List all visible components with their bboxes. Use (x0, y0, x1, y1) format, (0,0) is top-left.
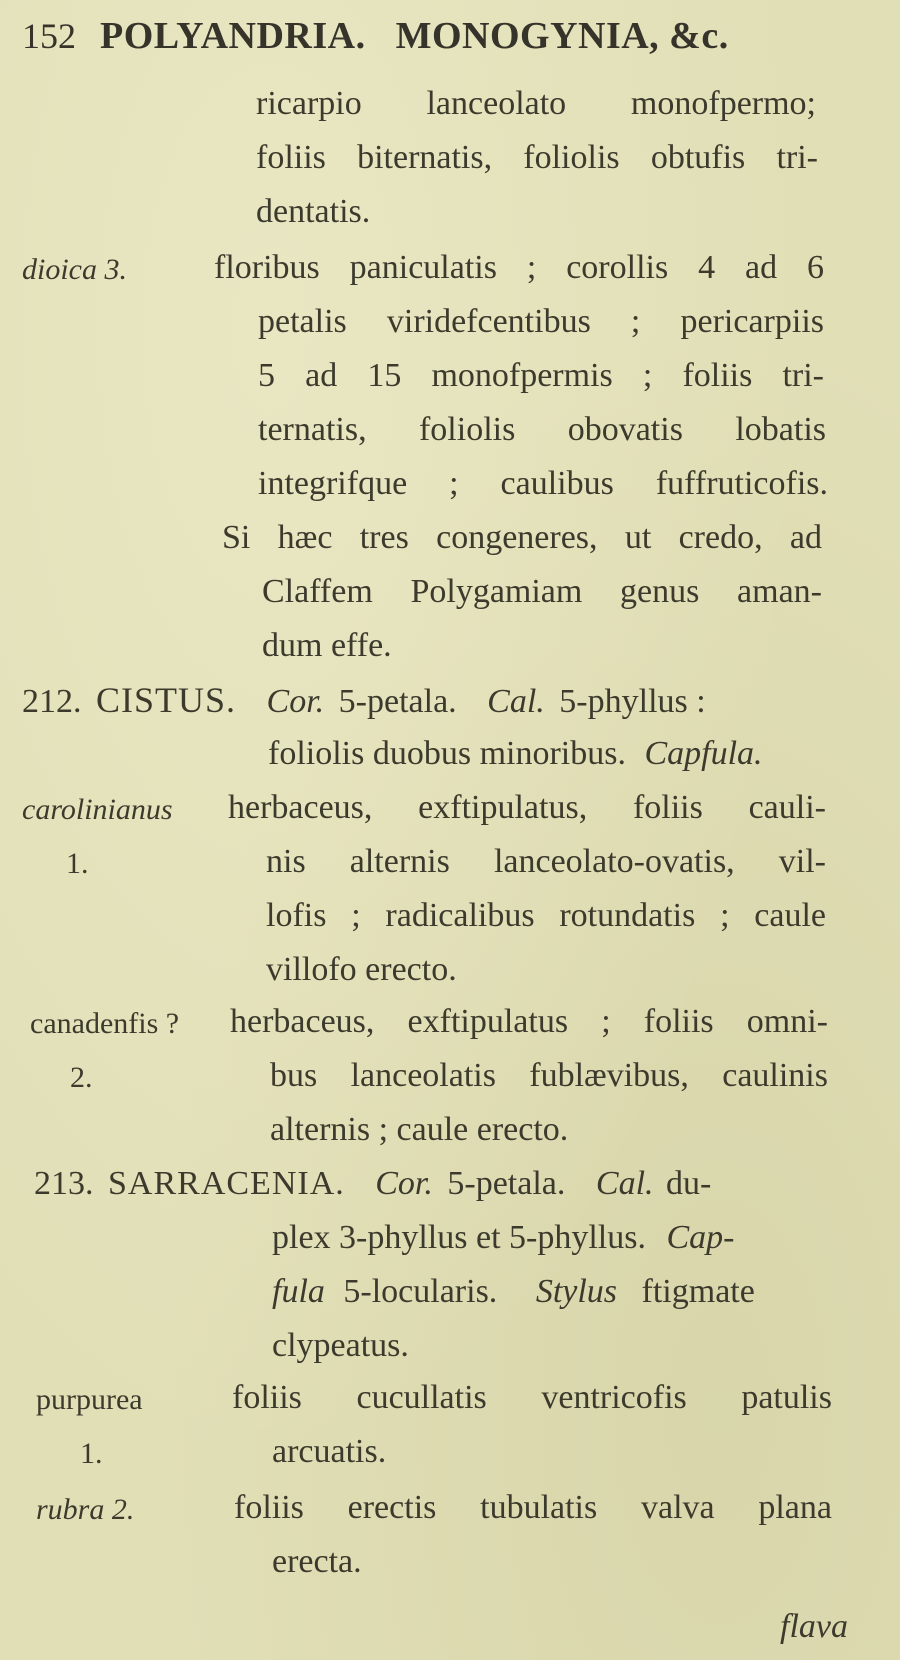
species-line: erecta. (272, 1543, 362, 1580)
species-line: petalis viridefcentibus ; pericarpiis (258, 303, 824, 340)
capsula-label: Capfula. (644, 735, 763, 772)
species-line: integrifque ; caulibus fuffruticofis. (258, 465, 828, 502)
cal-label: Cal. (595, 1165, 654, 1202)
species-label-purpurea: purpurea (36, 1383, 143, 1416)
page-number: 152 (22, 16, 76, 56)
genus-desc-line (272, 1218, 734, 1258)
continuation-line: ricarpio lanceolato monofpermo; (256, 85, 816, 122)
running-head: POLYANDRIA. MONOGYNIA, &c. (100, 15, 729, 57)
species-line: foliis erectis tubulatis valva plana (234, 1489, 832, 1526)
genus-heading-sarracenia (34, 1164, 711, 1204)
catchword: flava (780, 1608, 848, 1645)
page-header (22, 14, 729, 68)
species-line: arcuatis. (272, 1433, 387, 1470)
genus-name: CISTUS. (96, 680, 237, 720)
species-label-carolinianus: carolinianus (22, 793, 173, 826)
species-line: bus lanceolatis fublævibus, caulinis (270, 1057, 828, 1094)
genus-name: SARRACENIA. (108, 1165, 345, 1202)
species-line: herbaceus, exftipulatus ; foliis omni- (230, 1003, 828, 1040)
genus-desc-line (268, 734, 763, 774)
cor-value: 5-petala. (447, 1165, 566, 1202)
continuation-line: dentatis. (256, 193, 371, 230)
genus-desc-text: plex 3-phyllus et 5-phyllus. (272, 1219, 646, 1256)
genus-desc-line (272, 1272, 755, 1312)
species-line: alternis ; caule erecto. (270, 1111, 569, 1148)
species-number: 1. (66, 847, 89, 880)
cor-label: Cor. (375, 1165, 433, 1202)
species-label-rubra: rubra 2. (36, 1493, 135, 1526)
note-line: Claffem Polygamiam genus aman- (262, 573, 822, 610)
continuation-line: foliis biternatis, foliolis obtufis tri- (256, 139, 818, 176)
cor-label: Cor. (266, 683, 325, 720)
cal-value: 5-phyllus : (559, 683, 706, 720)
species-label-canadensis: canadenfis ? (30, 1007, 180, 1040)
note-line: dum effe. (262, 627, 392, 664)
species-number: 1. (80, 1437, 103, 1470)
species-line: nis alternis lanceolato-ovatis, vil- (266, 843, 826, 880)
capsula-label: fula (272, 1273, 325, 1310)
genus-desc-line: clypeatus. (272, 1327, 409, 1364)
cal-label: Cal. (487, 683, 545, 720)
cal-value: du- (666, 1165, 712, 1202)
species-line: 5 ad 15 monofpermis ; foliis tri- (258, 357, 824, 394)
species-label-dioica: dioica 3. (22, 253, 127, 286)
species-line: lofis ; radicalibus rotundatis ; caule (266, 897, 826, 934)
stigmate-text: ftigmate (641, 1273, 755, 1310)
note-line: Si hæc tres congeneres, ut credo, ad (222, 519, 822, 556)
genus-number: 213. (34, 1165, 94, 1202)
genus-heading-cistus (22, 680, 706, 722)
genus-desc-text: foliolis duobus minoribus. (268, 735, 626, 772)
species-line: floribus paniculatis ; corollis 4 ad 6 (214, 249, 824, 286)
species-number: 2. (70, 1061, 93, 1094)
cor-value: 5-petala. (338, 683, 457, 720)
species-line: ternatis, foliolis obovatis lobatis (258, 411, 826, 448)
species-line: villofo erecto. (266, 951, 457, 988)
species-line: herbaceus, exftipulatus, foliis cauli- (228, 789, 826, 826)
capsula-label: Cap- (666, 1219, 735, 1256)
locularis-text: 5-locularis. (343, 1273, 498, 1310)
genus-number: 212. (22, 683, 82, 720)
stylus-label: Stylus (535, 1273, 618, 1310)
species-line: foliis cucullatis ventricofis patulis (232, 1379, 832, 1416)
